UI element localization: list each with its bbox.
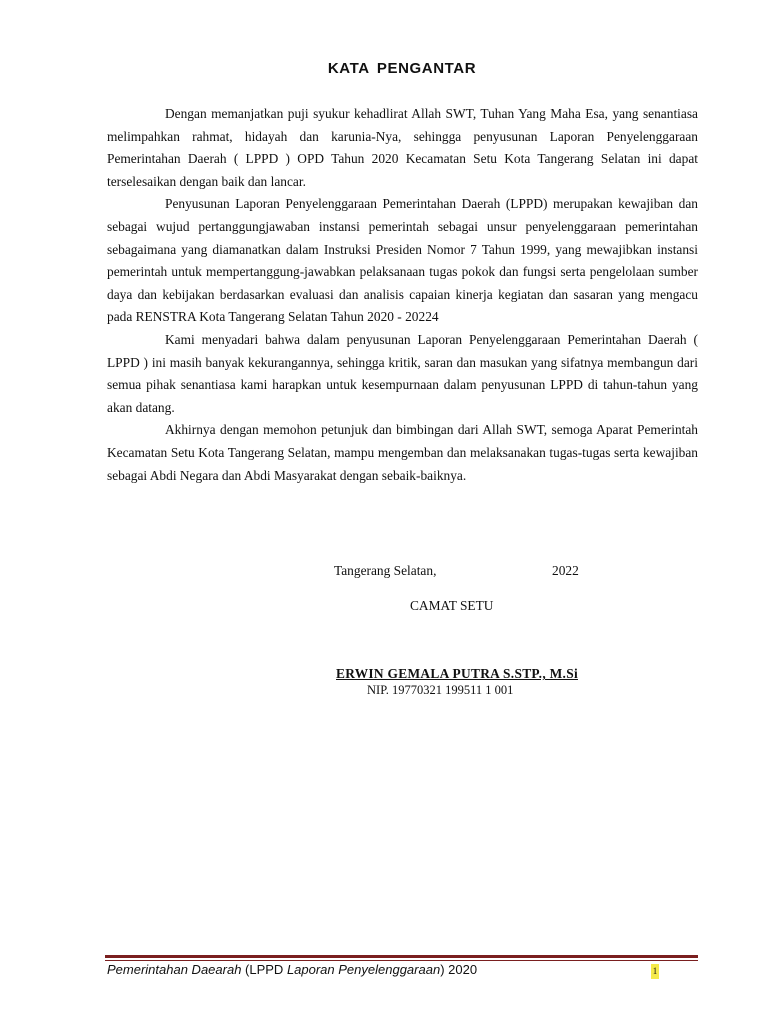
- signatory-nip: NIP. 19770321 199511 1 001: [367, 683, 514, 697]
- signatory-name: ERWIN GEMALA PUTRA S.STP., M.Si: [336, 666, 578, 681]
- footer-text-part-4: ) 2020: [440, 962, 478, 977]
- signature-place: Tangerang Selatan,: [334, 563, 437, 578]
- signature-block: [0, 560, 768, 720]
- signature-year: 2022: [552, 563, 579, 578]
- footer-text-part-2: (LPPD: [241, 962, 287, 977]
- paragraph-3: Kami menyadari bahwa dalam penyusunan Laporan Penyelenggaraan Pemerintahan Daerah ( LPPD ) ini masih banyak kekurangannya, sehingga kritik, saran dan masukan yang sifatnya membangun dari semua pihak senantiasa kami harapkan untuk kesempurnaan dalam penyusunan LPPD di tahun-tahun yang akan datang.: [107, 331, 698, 415]
- body-text: [107, 103, 698, 487]
- footer-divider: [105, 955, 698, 958]
- footer-divider-thin: [105, 960, 698, 961]
- paragraph-4: Akhirnya dengan memohon petunjuk dan bimbingan dari Allah SWT, semoga Aparat Pemerintah Kecamatan Setu Kota Tangerang Selatan, mampu mengemban dan melaksanakan tugas-tugas serta kewajiban sebagai Abdi Negara dan Abdi Masyarakat dengan sebaik-baiknya.: [107, 422, 698, 483]
- paragraph-2: Penyusunan Laporan Penyelenggaraan Pemerintahan Daerah (LPPD) merupakan kewajiban dan sebagai wujud pertanggungjawaban instansi pemerintah sebagai unsur penyelenggaraan pemerintahan sebagaimana yang diamanatkan dalam Instruksi Presiden Nomor 7 Tahun 1999, yang mewajibkan instansi pemerintah untuk mempertanggung-jawabkan pelaksanaan tugas pokok dan fungsi serta pengelolaan sumber daya dan kebijakan berdasarkan evaluasi dan analisis capaian kinerja kegiatan dan sasaran yang mengacu pada RENSTRA Kota Tangerang Selatan Tahun 2020 - 20224: [107, 196, 698, 325]
- page-number: 1: [651, 964, 659, 979]
- signature-role: CAMAT SETU: [410, 598, 494, 613]
- footer-text: [107, 962, 477, 977]
- footer-text-part-1: Pemerintahan Daearah: [107, 962, 242, 977]
- footer-text-part-3: Laporan Penyelenggaraan: [286, 962, 441, 977]
- page-title: KATA PENGANTAR: [327, 60, 477, 77]
- paragraph-1: Dengan memanjatkan puji syukur kehadlirat Allah SWT, Tuhan Yang Maha Esa, yang senantiasa melimpahkan rahmat, hidayah dan karunia-Nya, sehingga penyusunan Laporan Penyelenggaraan Pemerintahan Daerah ( LPPD ) OPD Tahun 2020 Kecamatan Setu Kota Tangerang Selatan ini dapat terselesaikan dengan baik dan lancar.: [107, 106, 698, 189]
